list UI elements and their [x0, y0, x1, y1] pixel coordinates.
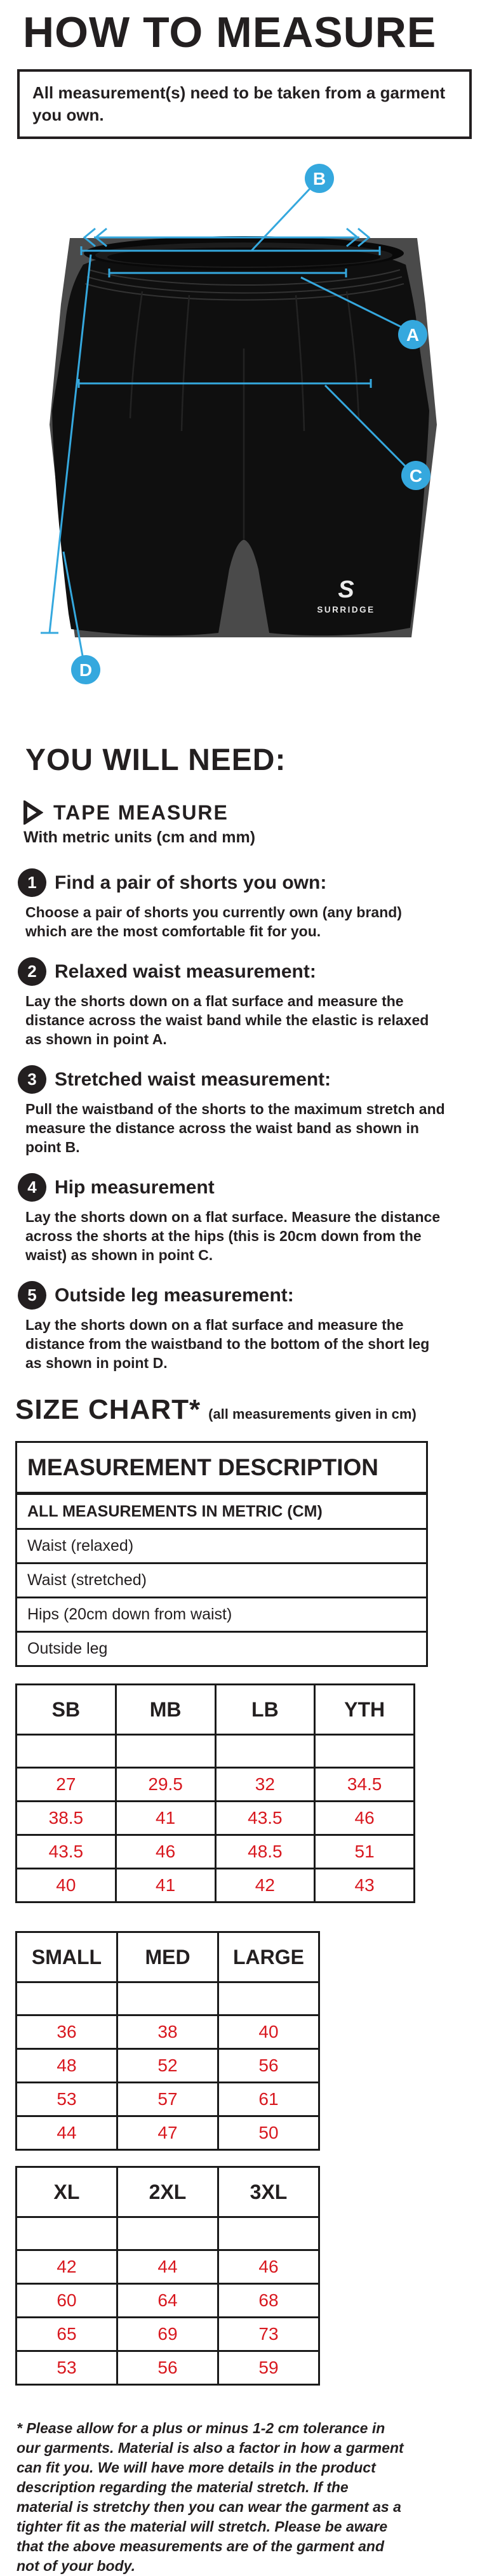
size-value-cell: 57 — [117, 2083, 218, 2116]
size-value-cell: 43 — [315, 1869, 415, 1902]
page-title: HOW TO MEASURE — [23, 8, 437, 56]
size-value-cell: 43.5 — [215, 1802, 315, 1835]
marker-a-label: A — [406, 325, 420, 345]
marker-b-label: B — [312, 169, 326, 189]
step-4-number-badge: 4 — [18, 1173, 46, 1202]
size-value-cell: 69 — [117, 2318, 218, 2351]
step-3 — [18, 1065, 487, 1157]
size-value-cell: 53 — [17, 2083, 117, 2116]
size-value-cell: 27 — [17, 1768, 116, 1802]
size-value-cell: 48.5 — [215, 1835, 315, 1869]
empty-cell — [17, 1735, 116, 1768]
size-value-cell: 64 — [117, 2284, 218, 2318]
surridge-logo-icon: S — [338, 576, 354, 604]
size-chart-title: SIZE CHART* — [15, 1394, 201, 1426]
you-will-need-heading: YOU WILL NEED: — [25, 743, 286, 778]
step-5 — [18, 1281, 487, 1372]
step-1 — [18, 868, 487, 941]
table-row — [17, 1835, 415, 1869]
table-row — [17, 1685, 415, 1735]
table-row — [17, 2167, 319, 2217]
table-row — [17, 2318, 319, 2351]
size-value-cell: 40 — [17, 1869, 116, 1902]
table-row — [17, 2116, 319, 2150]
instruction-steps — [0, 868, 487, 1372]
size-value-cell: 38 — [117, 2015, 218, 2049]
step-1-title: Find a pair of shorts you own: — [55, 872, 327, 893]
col-header-cell: SB — [17, 1685, 116, 1735]
notice-text: All measurement(s) need to be taken from a garment you own. — [32, 83, 446, 125]
col-header-cell: SMALL — [17, 1932, 117, 1982]
size-chart-heading-row — [15, 1394, 487, 1426]
step-5-number-badge: 5 — [18, 1281, 46, 1310]
col-header-cell: XL — [17, 2167, 117, 2217]
size-chart-note: (all measurements given in cm) — [208, 1406, 417, 1423]
size-value-cell: 47 — [117, 2116, 218, 2150]
size-value-cell: 68 — [218, 2284, 319, 2318]
table-row — [17, 2250, 319, 2284]
step-2-body: Lay the shorts down on a flat surface and measure the distance across the waist band while the elastic is relaxed as shown in point A. — [25, 993, 429, 1048]
size-value-cell: 43.5 — [17, 1835, 116, 1869]
play-triangle-icon — [23, 800, 43, 825]
col-header-cell: MED — [117, 1932, 218, 1982]
empty-cell — [315, 1735, 415, 1768]
size-value-cell: 34.5 — [315, 1768, 415, 1802]
step-3-number-badge: 3 — [18, 1065, 46, 1094]
shorts-measurement-figure — [0, 158, 487, 726]
size-value-cell: 60 — [17, 2284, 117, 2318]
size-value-cell: 29.5 — [116, 1768, 215, 1802]
size-value-cell: 38.5 — [17, 1802, 116, 1835]
size-value-cell: 46 — [218, 2250, 319, 2284]
empty-cell — [17, 1982, 117, 2015]
col-header-cell: 2XL — [117, 2167, 218, 2217]
step-4-title: Hip measurement — [55, 1176, 215, 1198]
col-header-cell: LARGE — [218, 1932, 319, 1982]
tape-measure-label: TAPE MEASURE — [53, 800, 229, 824]
size-value-cell: 56 — [117, 2351, 218, 2385]
col-header-cell: MB — [116, 1685, 215, 1735]
tolerance-footnote: * Please allow for a plus or minus 1-2 cm tolerance in our garments. Material is also a factor in how a garment can fit you. We will have more details in the product description regarding the material stretch. If the material is stretchy then you can wear the garment as a tighter fit as the material will stretch. Please be aware that the above measurements are of the garment and not of your body. — [17, 2420, 404, 2575]
empty-cell — [117, 1982, 218, 2015]
table-row — [17, 1632, 427, 1666]
table-row — [17, 1735, 415, 1768]
col-header-cell: 3XL — [218, 2167, 319, 2217]
size-value-cell: 46 — [315, 1802, 415, 1835]
size-value-cell: 51 — [315, 1835, 415, 1869]
size-value-cell: 50 — [218, 2116, 319, 2150]
table-row — [17, 1869, 415, 1902]
table-row — [17, 2351, 319, 2385]
surridge-logo-text: SURRIDGE — [317, 605, 375, 615]
empty-cell — [116, 1735, 215, 1768]
step-1-body: Choose a pair of shorts you currently own (any brand) which are the most comfortable fit for you. — [25, 904, 402, 940]
size-value-cell: 32 — [215, 1768, 315, 1802]
size-value-cell: 41 — [116, 1869, 215, 1902]
size-value-cell: 42 — [17, 2250, 117, 2284]
description-table-subheader: ALL MEASUREMENTS IN METRIC (CM) — [17, 1494, 427, 1529]
table-row — [17, 2015, 319, 2049]
shorts-illustration — [0, 158, 487, 726]
size-value-cell: 59 — [218, 2351, 319, 2385]
empty-cell — [17, 2217, 117, 2250]
size-value-cell: 48 — [17, 2049, 117, 2083]
table-row — [17, 1768, 415, 1802]
empty-cell — [215, 1735, 315, 1768]
size-value-cell: 65 — [17, 2318, 117, 2351]
description-row-hips: Hips (20cm down from waist) — [17, 1598, 427, 1632]
step-5-title: Outside leg measurement: — [55, 1284, 294, 1306]
table-row — [17, 2217, 319, 2250]
table-row — [17, 1494, 427, 1529]
step-4 — [18, 1173, 487, 1265]
size-value-cell: 61 — [218, 2083, 319, 2116]
size-value-cell: 44 — [17, 2116, 117, 2150]
description-row-waist-stretched: Waist (stretched) — [17, 1564, 427, 1598]
step-2-title: Relaxed waist measurement: — [55, 960, 316, 982]
empty-cell — [218, 1982, 319, 2015]
empty-cell — [218, 2217, 319, 2250]
table-row — [17, 1932, 319, 1982]
step-4-body: Lay the shorts down on a flat surface. Measure the distance across the shorts at the hips (this is 20cm down from the waist) as shown in point C. — [25, 1209, 441, 1264]
table-row — [17, 2284, 319, 2318]
table-row — [17, 1529, 427, 1564]
size-value-cell: 56 — [218, 2049, 319, 2083]
table-row — [17, 2083, 319, 2116]
marker-c-label: C — [409, 466, 423, 486]
table-row — [17, 1598, 427, 1632]
size-value-cell: 53 — [17, 2351, 117, 2385]
description-row-waist-relaxed: Waist (relaxed) — [17, 1529, 427, 1564]
step-1-number-badge: 1 — [18, 868, 46, 897]
notice-box — [17, 69, 472, 139]
size-value-cell: 73 — [218, 2318, 319, 2351]
step-2 — [18, 957, 487, 1049]
step-3-body: Pull the waistband of the shorts to the maximum stretch and measure the distance across the waist band as shown in point B. — [25, 1101, 445, 1156]
size-table-xl — [15, 2166, 320, 2386]
description-table-header: MEASUREMENT DESCRIPTION — [17, 1442, 427, 1494]
size-table-adult — [15, 1931, 320, 2151]
measurement-description-table — [15, 1441, 428, 1667]
col-header-cell: LB — [215, 1685, 315, 1735]
step-2-number-badge: 2 — [18, 957, 46, 986]
table-row — [17, 2049, 319, 2083]
tape-measure-note: With metric units (cm and mm) — [23, 828, 256, 847]
step-3-title: Stretched waist measurement: — [55, 1068, 331, 1090]
table-row — [17, 1442, 427, 1494]
table-row — [17, 1982, 319, 2015]
size-value-cell: 42 — [215, 1869, 315, 1902]
size-value-cell: 40 — [218, 2015, 319, 2049]
size-table-boys-youth — [15, 1683, 415, 1903]
col-header-cell: YTH — [315, 1685, 415, 1735]
size-value-cell: 44 — [117, 2250, 218, 2284]
tape-measure-item — [23, 800, 487, 825]
empty-cell — [117, 2217, 218, 2250]
size-value-cell: 52 — [117, 2049, 218, 2083]
description-row-outside-leg: Outside leg — [17, 1632, 427, 1666]
size-value-cell: 46 — [116, 1835, 215, 1869]
table-row — [17, 1802, 415, 1835]
size-value-cell: 36 — [17, 2015, 117, 2049]
table-row — [17, 1564, 427, 1598]
marker-d-label: D — [79, 660, 93, 681]
step-5-body: Lay the shorts down on a flat surface and measure the distance from the waistband to the bottom of the short leg as shown in point D. — [25, 1317, 430, 1372]
size-value-cell: 41 — [116, 1802, 215, 1835]
